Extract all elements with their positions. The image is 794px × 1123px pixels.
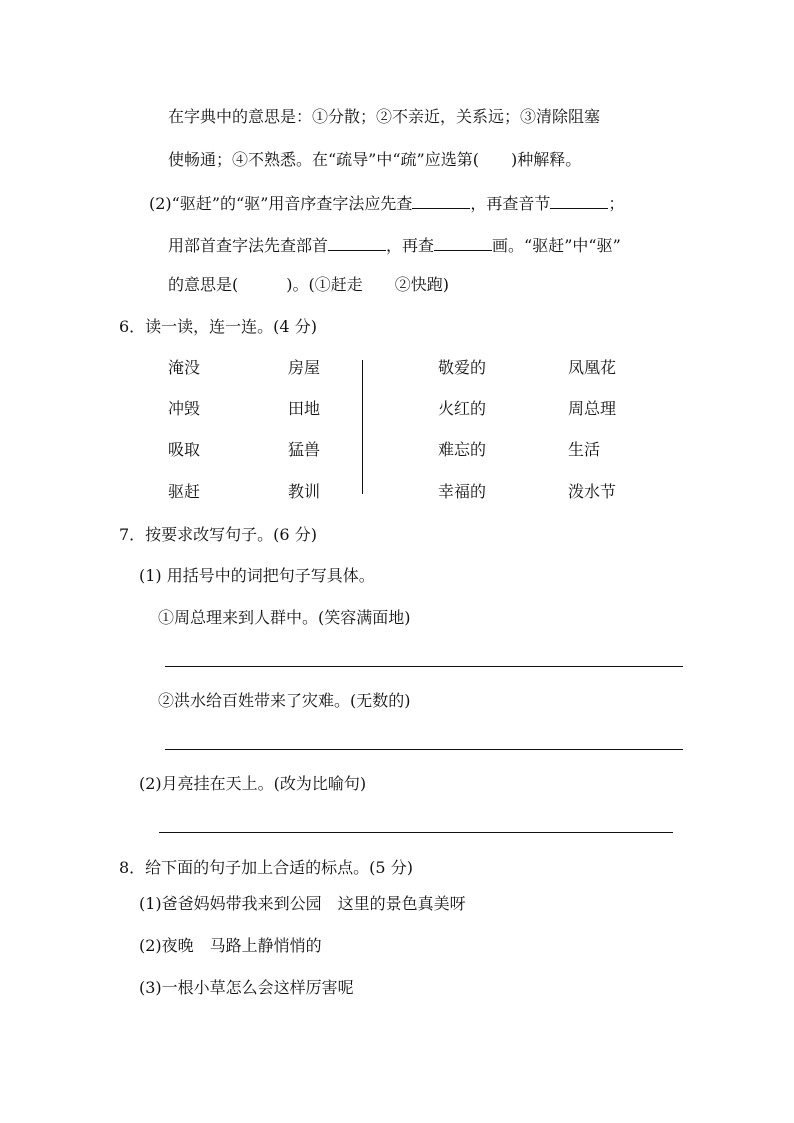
q6-left-word: 冲毁 (168, 399, 201, 418)
answer-blank[interactable] (328, 234, 386, 251)
q6-right-match: 生活 (568, 440, 601, 459)
q7-item1: ①周总理来到人群中。(笑容满面地) (158, 608, 411, 627)
q6-left-match: 田地 (288, 399, 321, 418)
q6-left-match: 猛兽 (288, 440, 321, 459)
q5-part2-line2-text-a: 用部首查字法先查部首 (168, 236, 329, 255)
q7-sub1: (1) 用括号中的词把句子写具体。 (139, 566, 375, 585)
q7-item2: ②洪水给百姓带来了灾难。(无数的) (158, 691, 411, 710)
q5-part2-text-a: (2)“驱赶”的“驱”用音序查字法应先查 (149, 194, 413, 213)
q6-left-word: 吸取 (168, 440, 201, 459)
q5-part2-text-b: ，再查音节 (470, 194, 551, 213)
q5-part2-line2 (168, 234, 621, 256)
q6-right-match: 泼水节 (568, 482, 617, 501)
q6-right-word: 幸福的 (438, 482, 487, 501)
answer-blank[interactable] (412, 192, 470, 209)
q8-sentence: (2)夜晚 马路上静悄悄的 (139, 936, 322, 955)
answer-line[interactable] (165, 749, 683, 750)
q6-right-word: 难忘的 (438, 440, 487, 459)
q7-sub2: (2)月亮挂在天上。(改为比喻句) (139, 774, 367, 793)
q6-right-word: 敬爱的 (438, 358, 487, 377)
q5-line2: 使畅通；④不熟悉。在“疏导”中“疏”应选第( )种解释。 (168, 150, 582, 169)
q6-divider (362, 360, 363, 494)
q6-left-match: 房屋 (288, 358, 321, 377)
q5-part2-line2-text-c: 画。“驱赶”中“驱” (492, 236, 621, 255)
q6-left-word: 淹没 (168, 358, 201, 377)
q5-part2-line2-text-b: ，再查 (386, 236, 435, 255)
q6-left-match: 教训 (288, 482, 321, 501)
answer-line[interactable] (159, 832, 673, 833)
q6-right-match: 凤凰花 (568, 358, 617, 377)
q8-title: 8．给下面的句子加上合适的标点。(5 分) (119, 858, 413, 877)
answer-blank[interactable] (434, 234, 492, 251)
q5-line1: 在字典中的意思是：①分散；②不亲近，关系远；③清除阻塞 (168, 107, 601, 126)
q6-right-word: 火红的 (438, 399, 487, 418)
q8-sentence: (1)爸爸妈妈带我来到公园 这里的景色真美呀 (139, 894, 466, 913)
q7-title: 7．按要求改写句子。(6 分) (119, 525, 317, 544)
q5-part2-line1 (149, 192, 624, 214)
q6-right-match: 周总理 (568, 399, 617, 418)
q8-sentence: (3)一根小草怎么会这样厉害呢 (139, 978, 354, 997)
answer-blank[interactable] (550, 192, 608, 209)
q6-title: 6．读一读，连一连。(4 分) (119, 317, 317, 336)
q5-part2-text-c: ； (608, 194, 625, 213)
answer-line[interactable] (165, 666, 683, 667)
q5-part2-line3: 的意思是( )。(①赶走 ②快跑) (168, 275, 449, 294)
q6-left-word: 驱赶 (168, 482, 201, 501)
